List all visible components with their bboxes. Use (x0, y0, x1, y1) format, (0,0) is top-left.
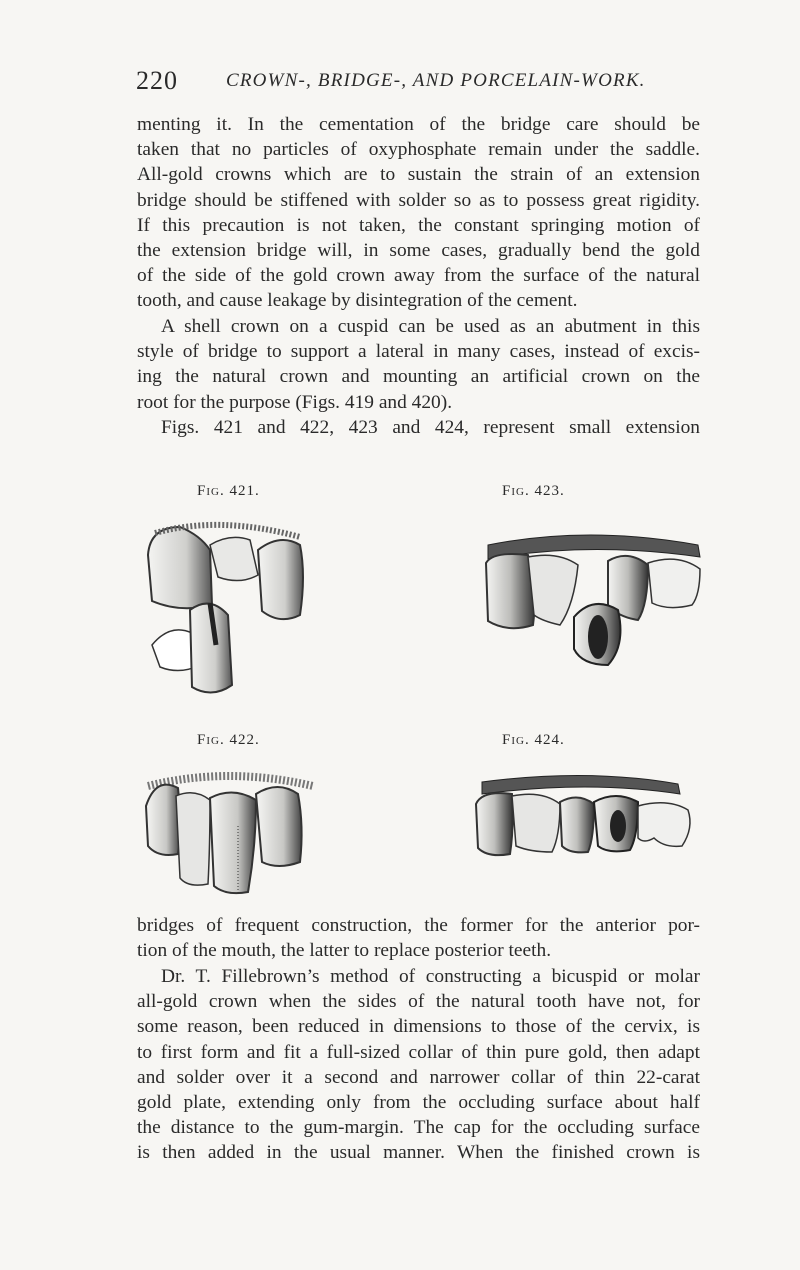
page-number: 220 (136, 66, 178, 95)
text-line: to first form and fit a full-sized collar of thin pure gold, then adapt (137, 1041, 700, 1063)
paragraph-3 (137, 415, 700, 440)
text-line: gold plate, extending only from the occluding surface about half (137, 1092, 700, 1114)
text-line: bridges of frequent construction, the former for the anterior por- (137, 915, 700, 936)
text-line: menting it. In the cementation of the bridge care should be (137, 114, 700, 135)
running-title: CROWN-, BRIDGE-, AND PORCELAIN-WORK. (226, 70, 646, 91)
fig-422-illustration (138, 766, 328, 906)
fig-423-label: Fig. 423. (502, 483, 565, 499)
text-line: the extension bridge will, in some cases, gradually bend the gold (137, 240, 700, 262)
text-line: all-gold crown when the sides of the natural tooth have not, for (137, 991, 700, 1013)
text-line: root for the purpose (Figs. 419 and 420). (137, 391, 453, 413)
text-line: style of bridge to support a lateral in many cases, instead of excis- (137, 341, 700, 363)
paragraph-1 (137, 112, 700, 314)
text-line: bridge should be stiffened with solder so as to possess great rigidity. (137, 189, 700, 211)
page-header (136, 66, 696, 96)
text-line: some reason, been reduced in dimensions to those of the cervix, is (137, 1016, 700, 1038)
text-line: Figs. 421 and 422, 423 and 424, represent small extension (161, 417, 700, 438)
fig-423-illustration (478, 525, 708, 685)
text-line: tion of the mouth, the latter to replace posterior teeth. (137, 940, 552, 962)
fig-424-label: Fig. 424. (502, 732, 565, 748)
text-line: of the side of the gold crown away from the surface of the natural (137, 265, 700, 287)
paragraph-4 (137, 913, 700, 963)
text-line: Dr. T. Fillebrown’s method of constructing a bicuspid or molar (161, 966, 700, 987)
paragraph-5 (137, 964, 700, 1166)
text-line: the distance to the gum-margin. The cap for the occluding surface (137, 1117, 700, 1139)
fig-421-illustration (140, 515, 330, 705)
paragraph-2 (137, 314, 700, 415)
text-line: taken that no particles of oxyphosphate remain under the saddle. (137, 139, 700, 161)
text-line: and solder over it a second and narrower collar of thin 22-carat (137, 1066, 700, 1088)
fig-424-illustration (468, 768, 718, 878)
text-line: tooth, and cause leakage by disintegration of the cement. (137, 290, 578, 312)
fig-421-label: Fig. 421. (197, 483, 260, 499)
text-line: All-gold crowns which are to sustain the strain of an extension (137, 164, 700, 186)
text-line: A shell crown on a cuspid can be used as an abutment in this (161, 316, 700, 337)
text-line: ing the natural crown and mounting an artificial crown on the (137, 366, 700, 388)
text-line: is then added in the usual manner. When the finished crown is (137, 1142, 700, 1164)
fig-422-label: Fig. 422. (197, 732, 260, 748)
text-line: If this precaution is not taken, the constant springing motion of (137, 214, 700, 236)
